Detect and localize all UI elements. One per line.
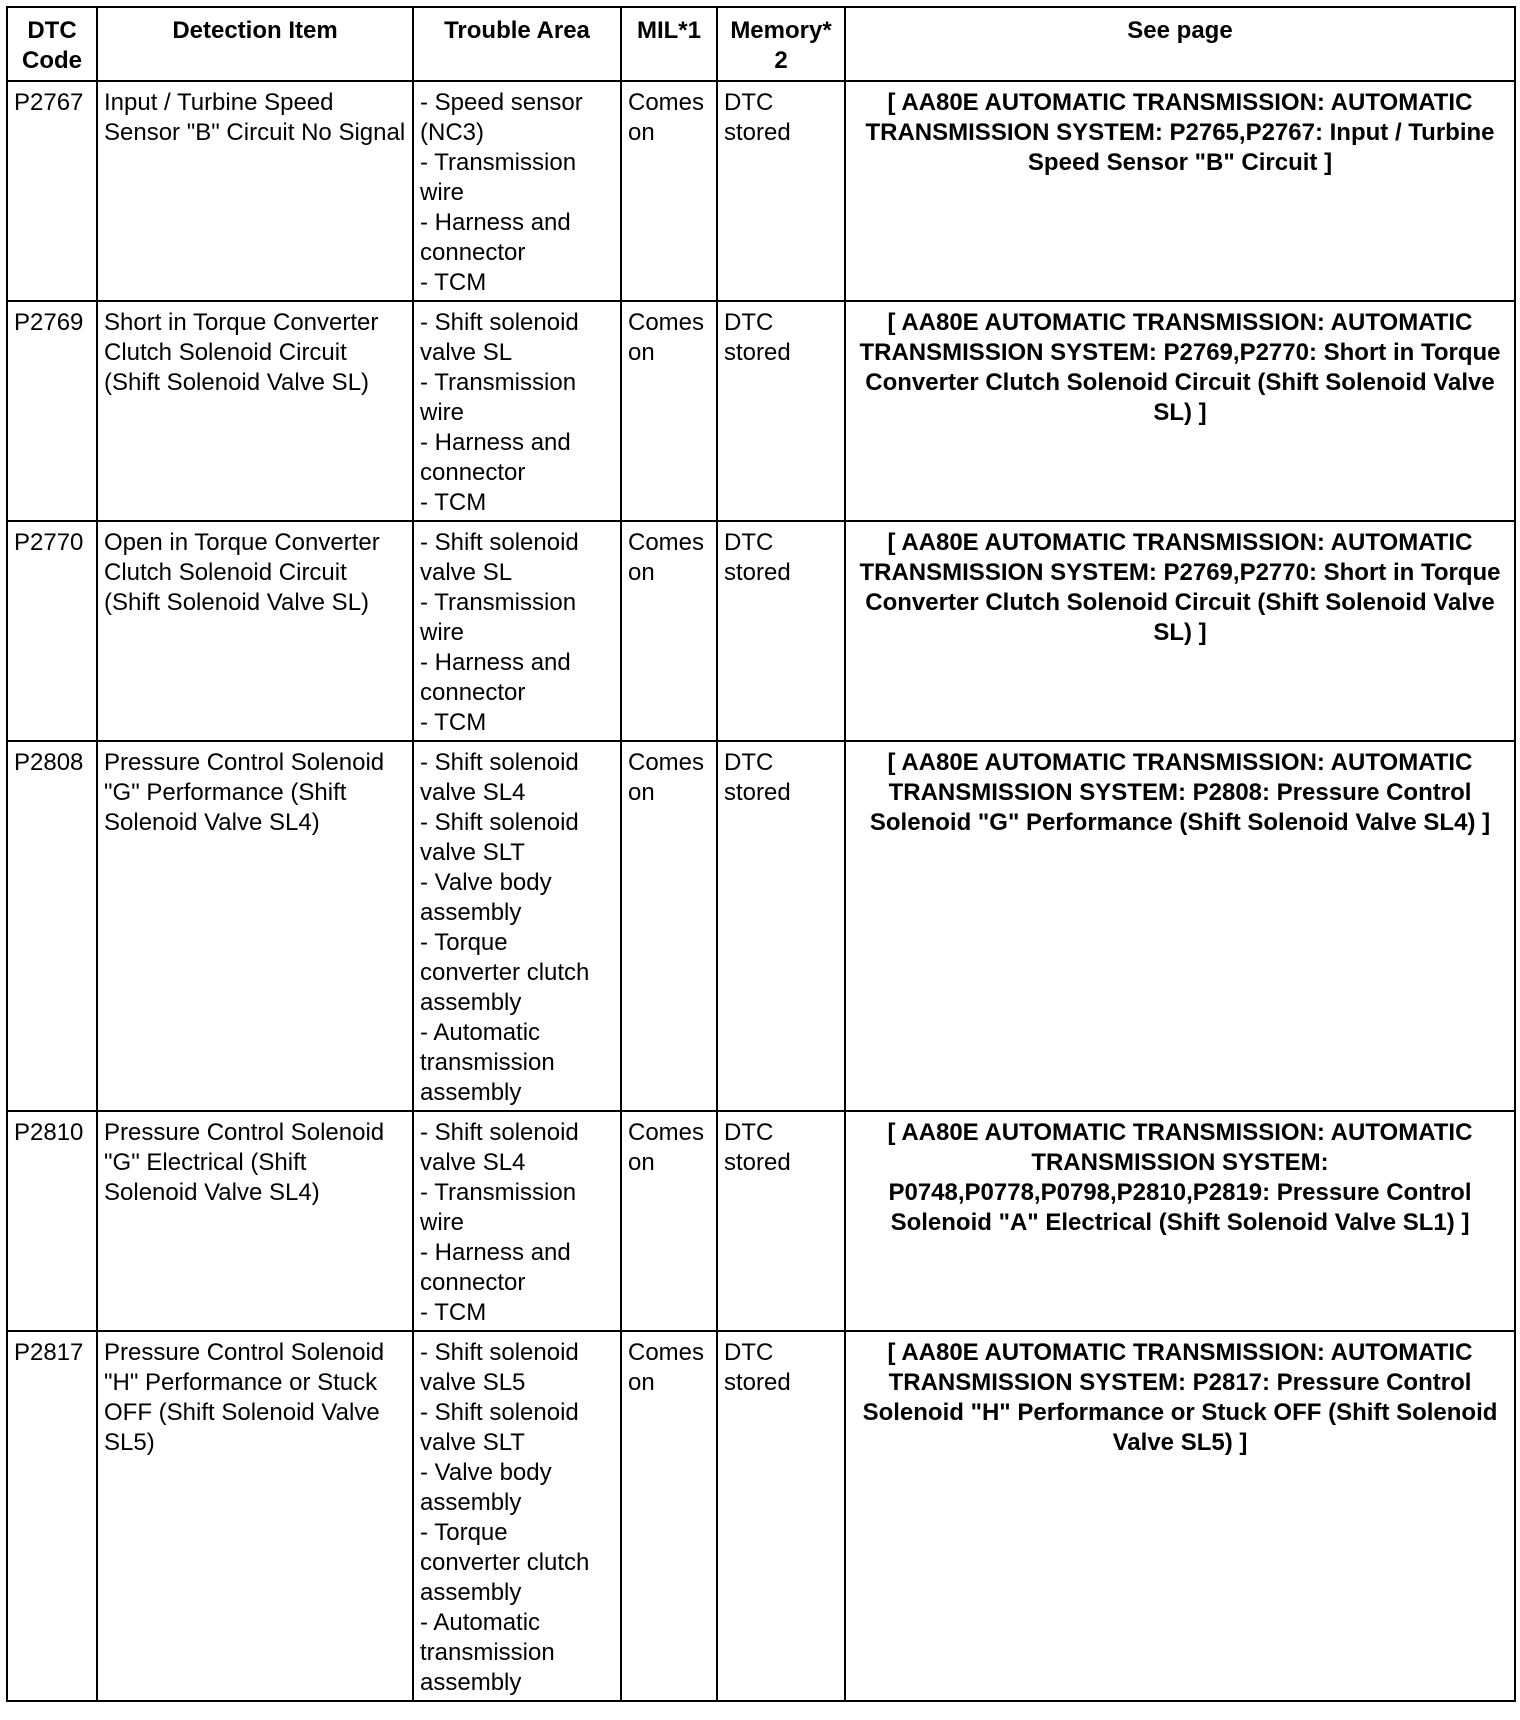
trouble-area-cell [413, 81, 621, 301]
trouble-area-item: - Automatic transmission assembly [420, 1019, 555, 1106]
trouble-area-item: - Harness and connector [420, 649, 571, 706]
trouble-area-item: - Torque converter clutch assembly [420, 1519, 590, 1606]
trouble-area-item: - Automatic transmission assembly [420, 1609, 555, 1696]
trouble-area-item: - Transmission wire [420, 149, 577, 206]
trouble-area-item: - Shift solenoid valve SLT [420, 809, 579, 866]
see-page-link[interactable]: [ AA80E AUTOMATIC TRANSMISSION: AUTOMATIC TRANSMISSION SYSTEM: P2769,P2770: Short in Torque Converter Clutch Solenoid Circuit (Shift Solenoid Valve SL) ] [845, 521, 1515, 741]
trouble-area-item: - Harness and connector [420, 209, 571, 266]
mil-cell: Comes on [621, 1111, 717, 1331]
table-row [7, 741, 1515, 1111]
see-page-link[interactable]: [ AA80E AUTOMATIC TRANSMISSION: AUTOMATIC TRANSMISSION SYSTEM: P2817: Pressure Control Solenoid "H" Performance or Stuck OFF (Shift Solenoid Valve SL5) ] [845, 1331, 1515, 1701]
trouble-area-item: - Valve body assembly [420, 1459, 552, 1516]
trouble-area-cell [413, 1331, 621, 1701]
trouble-area-item: - Shift solenoid valve SLT [420, 1399, 579, 1456]
header-detection-item: Detection Item [97, 7, 413, 81]
dtc-table-container [6, 6, 1516, 1702]
see-page-link[interactable]: [ AA80E AUTOMATIC TRANSMISSION: AUTOMATIC TRANSMISSION SYSTEM: P2765,P2767: Input / Turbine Speed Sensor "B" Circuit ] [845, 81, 1515, 301]
detection-item-cell: Pressure Control Solenoid "H" Performance or Stuck OFF (Shift Solenoid Valve SL5) [97, 1331, 413, 1701]
detection-item-cell: Pressure Control Solenoid "G" Electrical (Shift Solenoid Valve SL4) [97, 1111, 413, 1331]
see-page-link[interactable]: [ AA80E AUTOMATIC TRANSMISSION: AUTOMATIC TRANSMISSION SYSTEM: P2769,P2770: Short in Torque Converter Clutch Solenoid Circuit (Shift Solenoid Valve SL) ] [845, 301, 1515, 521]
detection-item-cell: Short in Torque Converter Clutch Solenoid Circuit (Shift Solenoid Valve SL) [97, 301, 413, 521]
trouble-area-cell [413, 301, 621, 521]
dtc-table [6, 6, 1516, 1702]
header-row [7, 7, 1515, 81]
trouble-area-item: - Shift solenoid valve SL5 [420, 1339, 579, 1396]
trouble-area-item: - TCM [420, 709, 487, 736]
mil-cell: Comes on [621, 81, 717, 301]
detection-item-cell: Open in Torque Converter Clutch Solenoid Circuit (Shift Solenoid Valve SL) [97, 521, 413, 741]
detection-item-cell: Pressure Control Solenoid "G" Performance (Shift Solenoid Valve SL4) [97, 741, 413, 1111]
header-memory: Memory*2 [717, 7, 845, 81]
memory-cell: DTC stored [717, 741, 845, 1111]
trouble-area-item: - Shift solenoid valve SL [420, 529, 579, 586]
dtc-code-cell: P2767 [7, 81, 97, 301]
trouble-area-item: - Torque converter clutch assembly [420, 929, 590, 1016]
trouble-area-item: - Transmission wire [420, 1179, 577, 1236]
memory-cell: DTC stored [717, 1111, 845, 1331]
trouble-area-cell [413, 741, 621, 1111]
table-row [7, 301, 1515, 521]
trouble-area-item: - Transmission wire [420, 369, 577, 426]
trouble-area-cell [413, 1111, 621, 1331]
trouble-area-item: - Harness and connector [420, 429, 571, 486]
header-mil: MIL*1 [621, 7, 717, 81]
memory-cell: DTC stored [717, 81, 845, 301]
see-page-link[interactable]: [ AA80E AUTOMATIC TRANSMISSION: AUTOMATIC TRANSMISSION SYSTEM: P0748,P0778,P0798,P2810,P2819: Pressure Control Solenoid "A" Electrical (Shift Solenoid Valve SL1) ] [845, 1111, 1515, 1331]
dtc-code-cell: P2770 [7, 521, 97, 741]
memory-cell: DTC stored [717, 301, 845, 521]
dtc-code-cell: P2808 [7, 741, 97, 1111]
trouble-area-item: - Valve body assembly [420, 869, 552, 926]
header-dtc-code: DTC Code [7, 7, 97, 81]
table-row [7, 81, 1515, 301]
header-see-page: See page [845, 7, 1515, 81]
memory-cell: DTC stored [717, 521, 845, 741]
trouble-area-cell [413, 521, 621, 741]
header-trouble-area: Trouble Area [413, 7, 621, 81]
trouble-area-item: - TCM [420, 1299, 487, 1326]
dtc-code-cell: P2817 [7, 1331, 97, 1701]
table-row [7, 521, 1515, 741]
trouble-area-item: - Shift solenoid valve SL4 [420, 1119, 579, 1176]
detection-item-cell: Input / Turbine Speed Sensor "B" Circuit No Signal [97, 81, 413, 301]
memory-cell: DTC stored [717, 1331, 845, 1701]
trouble-area-item: - TCM [420, 269, 487, 296]
mil-cell: Comes on [621, 1331, 717, 1701]
trouble-area-item: - Harness and connector [420, 1239, 571, 1296]
table-row [7, 1111, 1515, 1331]
trouble-area-item: - Transmission wire [420, 589, 577, 646]
trouble-area-item: - Shift solenoid valve SL4 [420, 749, 579, 806]
trouble-area-item: - TCM [420, 489, 487, 516]
see-page-link[interactable]: [ AA80E AUTOMATIC TRANSMISSION: AUTOMATIC TRANSMISSION SYSTEM: P2808: Pressure Control Solenoid "G" Performance (Shift Solenoid Valve SL4) ] [845, 741, 1515, 1111]
trouble-area-item: - Speed sensor (NC3) [420, 89, 583, 146]
mil-cell: Comes on [621, 301, 717, 521]
dtc-code-cell: P2810 [7, 1111, 97, 1331]
mil-cell: Comes on [621, 521, 717, 741]
trouble-area-item: - Shift solenoid valve SL [420, 309, 579, 366]
dtc-code-cell: P2769 [7, 301, 97, 521]
mil-cell: Comes on [621, 741, 717, 1111]
table-row [7, 1331, 1515, 1701]
